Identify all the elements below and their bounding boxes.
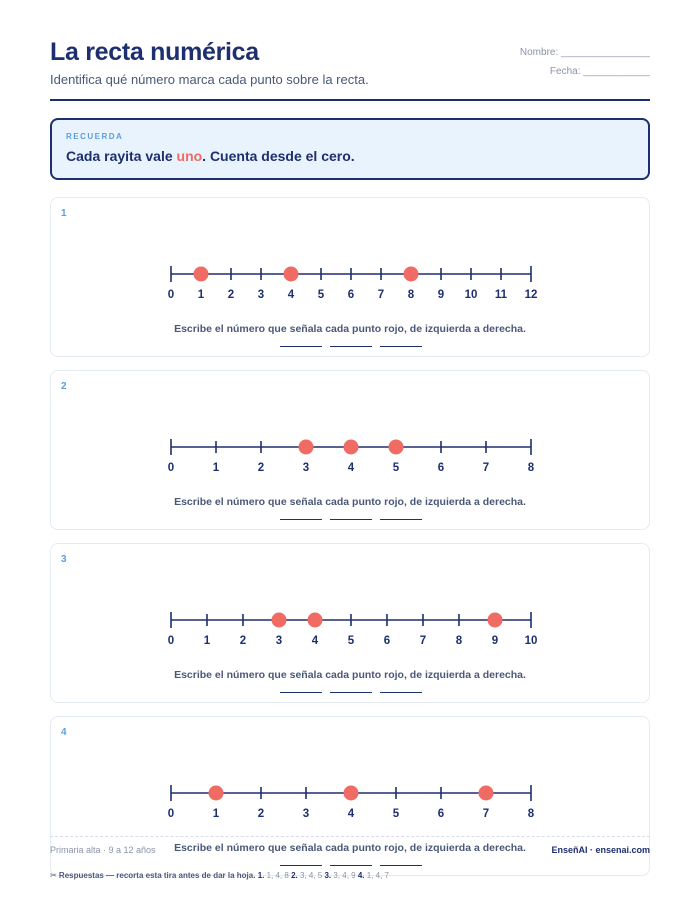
answer-blank[interactable] (330, 692, 372, 693)
tick-label: 8 (527, 808, 535, 820)
exercise-card (50, 543, 650, 703)
tick-label: 11 (494, 289, 508, 301)
exercise-card (50, 370, 650, 530)
tick-label: 2 (257, 808, 265, 820)
tick-label: 6 (437, 808, 445, 820)
tick-label: 3 (302, 462, 310, 474)
answer-blank[interactable] (380, 519, 422, 520)
exercise-number: 4 (61, 727, 67, 738)
tick-label: 4 (311, 635, 319, 647)
red-dot (194, 267, 209, 282)
red-dot (344, 440, 359, 455)
tick-label: 2 (227, 289, 235, 301)
answer-blank[interactable] (330, 519, 372, 520)
tick-label: 9 (437, 289, 445, 301)
tick-label: 0 (167, 635, 175, 647)
red-dot (344, 786, 359, 801)
red-dot (284, 267, 299, 282)
answer-values: 3, 4, 9 (333, 871, 356, 880)
recuerda-label: RECUERDA (66, 132, 124, 141)
tick-label: 6 (383, 635, 391, 647)
red-dot (272, 613, 287, 628)
fecha-field[interactable]: Fecha: ____________ (549, 66, 650, 77)
tick-label: 7 (482, 808, 490, 820)
tick-label: 3 (257, 289, 265, 301)
answer-values: 1, 4, 7 (366, 871, 390, 880)
footer-brand: EnseñAI · ensenai.com (551, 845, 650, 855)
tick-label: 7 (419, 635, 427, 647)
tick-label: 1 (212, 462, 220, 474)
recuerda-text (66, 148, 355, 164)
tick-label: 8 (407, 289, 415, 301)
tick-label: 12 (524, 289, 538, 301)
tick-label: 3 (275, 635, 283, 647)
answer-blank[interactable] (380, 865, 422, 866)
answer-number: 4. (357, 871, 365, 880)
tick-label: 0 (167, 462, 175, 474)
recuerda-box (50, 118, 650, 180)
answer-blank[interactable] (280, 346, 322, 347)
tick-label: 5 (392, 808, 400, 820)
answer-blank[interactable] (330, 865, 372, 866)
answer-values: 1, 4, 8 (266, 871, 289, 880)
red-dot (404, 267, 419, 282)
recuerda-text-after: . Cuenta desde el cero. (202, 148, 355, 164)
tick-label: 6 (437, 462, 445, 474)
answer-blank[interactable] (280, 865, 322, 866)
exercise-number: 3 (61, 554, 67, 565)
answer-number: 1. (257, 871, 265, 880)
tick-label: 2 (257, 462, 265, 474)
red-dot (308, 613, 323, 628)
red-dot (479, 786, 494, 801)
exercise-instruction: Escribe el número que señala cada punto rojo, de izquierda a derecha. (174, 842, 526, 854)
answer-blank[interactable] (280, 692, 322, 693)
tick-label: 7 (377, 289, 385, 301)
tick-label: 7 (482, 462, 490, 474)
recuerda-highlight: uno (176, 148, 203, 164)
tick-label: 1 (203, 635, 211, 647)
tick-label: 6 (347, 289, 355, 301)
answer-blank[interactable] (380, 346, 422, 347)
tick-label: 1 (212, 808, 220, 820)
tick-label: 2 (239, 635, 247, 647)
header-divider (50, 99, 650, 101)
answer-blank[interactable] (330, 346, 372, 347)
nombre-field[interactable]: Nombre: ________________ (519, 47, 650, 58)
tick-label: 5 (347, 635, 355, 647)
exercise-instruction: Escribe el número que señala cada punto rojo, de izquierda a derecha. (174, 323, 526, 335)
tick-label: 0 (167, 808, 175, 820)
tick-label: 10 (524, 635, 538, 647)
exercise-number: 2 (61, 381, 67, 392)
page-subtitle: Identifica qué número marca cada punto sobre la recta. (50, 72, 369, 87)
red-dot (389, 440, 404, 455)
tick-label: 4 (347, 808, 355, 820)
answer-blank[interactable] (380, 692, 422, 693)
exercise-instruction: Escribe el número que señala cada punto rojo, de izquierda a derecha. (174, 496, 526, 508)
answer-blank[interactable] (280, 519, 322, 520)
answer-values: 3, 4, 5 (299, 871, 323, 880)
exercise-card (50, 197, 650, 357)
tick-label: 1 (197, 289, 205, 301)
tick-label: 8 (455, 635, 463, 647)
tick-label: 5 (392, 462, 400, 474)
answer-number: 3. (324, 871, 332, 880)
tick-label: 10 (464, 289, 478, 301)
recuerda-text-before: Cada rayita vale (66, 148, 177, 164)
tick-label: 4 (287, 289, 295, 301)
red-dot (299, 440, 314, 455)
red-dot (209, 786, 224, 801)
exercise-instruction: Escribe el número que señala cada punto rojo, de izquierda a derecha. (174, 669, 526, 681)
tick-label: 4 (347, 462, 355, 474)
answer-strip-heading: ✂ Respuestas — recorta esta tira antes de dar la hoja. (50, 871, 256, 880)
tick-label: 0 (167, 289, 175, 301)
exercise-number: 1 (61, 208, 67, 219)
tick-label: 3 (302, 808, 310, 820)
answer-strip (50, 871, 389, 880)
page-title: La recta numérica (50, 38, 259, 66)
red-dot (488, 613, 503, 628)
page-footer (50, 836, 650, 865)
tick-label: 8 (527, 462, 535, 474)
tick-label: 9 (491, 635, 499, 647)
tick-label: 5 (317, 289, 325, 301)
footer-level: Primaria alta · 9 a 12 años (50, 845, 156, 855)
answer-number: 2. (291, 871, 298, 880)
